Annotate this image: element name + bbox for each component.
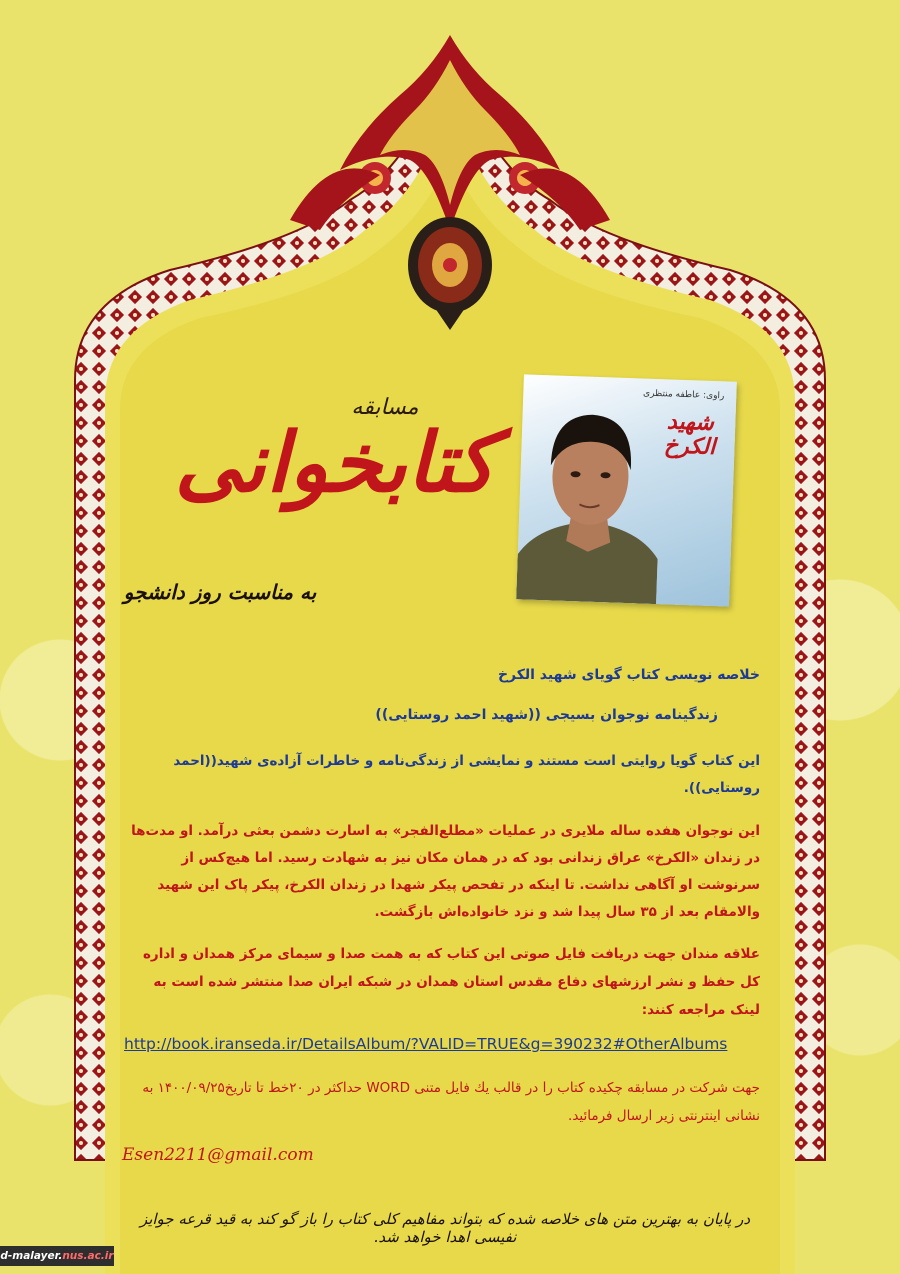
paragraph-participation: جهت شرکت در مسابقه چکیده کتاب را در قالب یك فایل متنی WORD حداکثر در ۲۰خط تا تاریخ۱۴۰۰/۰۹/۲۵ به نشانی اینترنتی زیر ارسال فرمائید. <box>142 1080 760 1124</box>
book-cover-title: شهید الکرخ <box>663 408 716 461</box>
paragraph-story: این نوجوان هفده ساله ملایری در عملیات «مطلع‌الفجر» به اسارت دشمن بعثی درآمد. او مدت‌ها در زندان «الکرخ» عراق زندانی بود که در همان مکان نیز به شهادت رسید. اما هیچ‌کس از سرنوشت او آگاهی نداشت. تا اینکه در تفحص پیکر شهدا در زندان الکرخ، پیکر پاک این شهید والامقام بعد از ۳۵ سال پیدا شد و نزد خانواده‌اش بازگشت. <box>131 823 760 920</box>
watermark-domain: nus.ac.ir <box>62 1250 114 1262</box>
watermark-prefix: d-malayer. <box>0 1250 63 1262</box>
site-watermark[interactable] <box>0 1246 114 1266</box>
book-author: راوی: عاطفه منتظری <box>642 388 725 402</box>
competition-word: مسابقه <box>351 395 419 420</box>
contact-email[interactable]: Esen2211@gmail.com <box>122 1145 314 1165</box>
heading-biography: زندگینامه نوجوان بسیجی ((شهید احمد روستایی)) <box>375 707 718 723</box>
portrait-image <box>516 384 663 604</box>
heading-summary: خلاصه نویسی کتاب گویای شهید الکرخ <box>497 667 760 683</box>
paragraph-audio-info: علاقه مندان جهت دریافت فایل صوتی این کتاب که به همت صدا و سیمای مرکز همدان و اداره کل حفظ و نشر ارزشهای دفاع مقدس استان همدان در شبکه ایران صدا منتشر شده است به لینک مراجعه کنند: <box>142 946 760 1018</box>
occasion-subtitle: به مناسبت روز دانشجو <box>123 580 317 604</box>
audio-book-link[interactable]: http://book.iranseda.ir/DetailsAlbum/?VALID=TRUE&g=390232#OtherAlbums <box>124 1035 728 1053</box>
main-title: کتابخوانی <box>174 415 496 511</box>
prize-note: در پایان به بهترین متن های خلاصه شده که بتواند مفاهیم کلی کتاب را باز گو کند به قید قرعه جوایز نفیسی اهدا خواهد شد. <box>139 1210 751 1246</box>
paragraph-intro: این کتاب گویا روایتی است مستند و نمایشی از زندگی‌نامه و خاطرات آزاده‌ی شهید((احمد روستایی)). <box>173 753 760 796</box>
book-cover-image <box>516 374 737 606</box>
